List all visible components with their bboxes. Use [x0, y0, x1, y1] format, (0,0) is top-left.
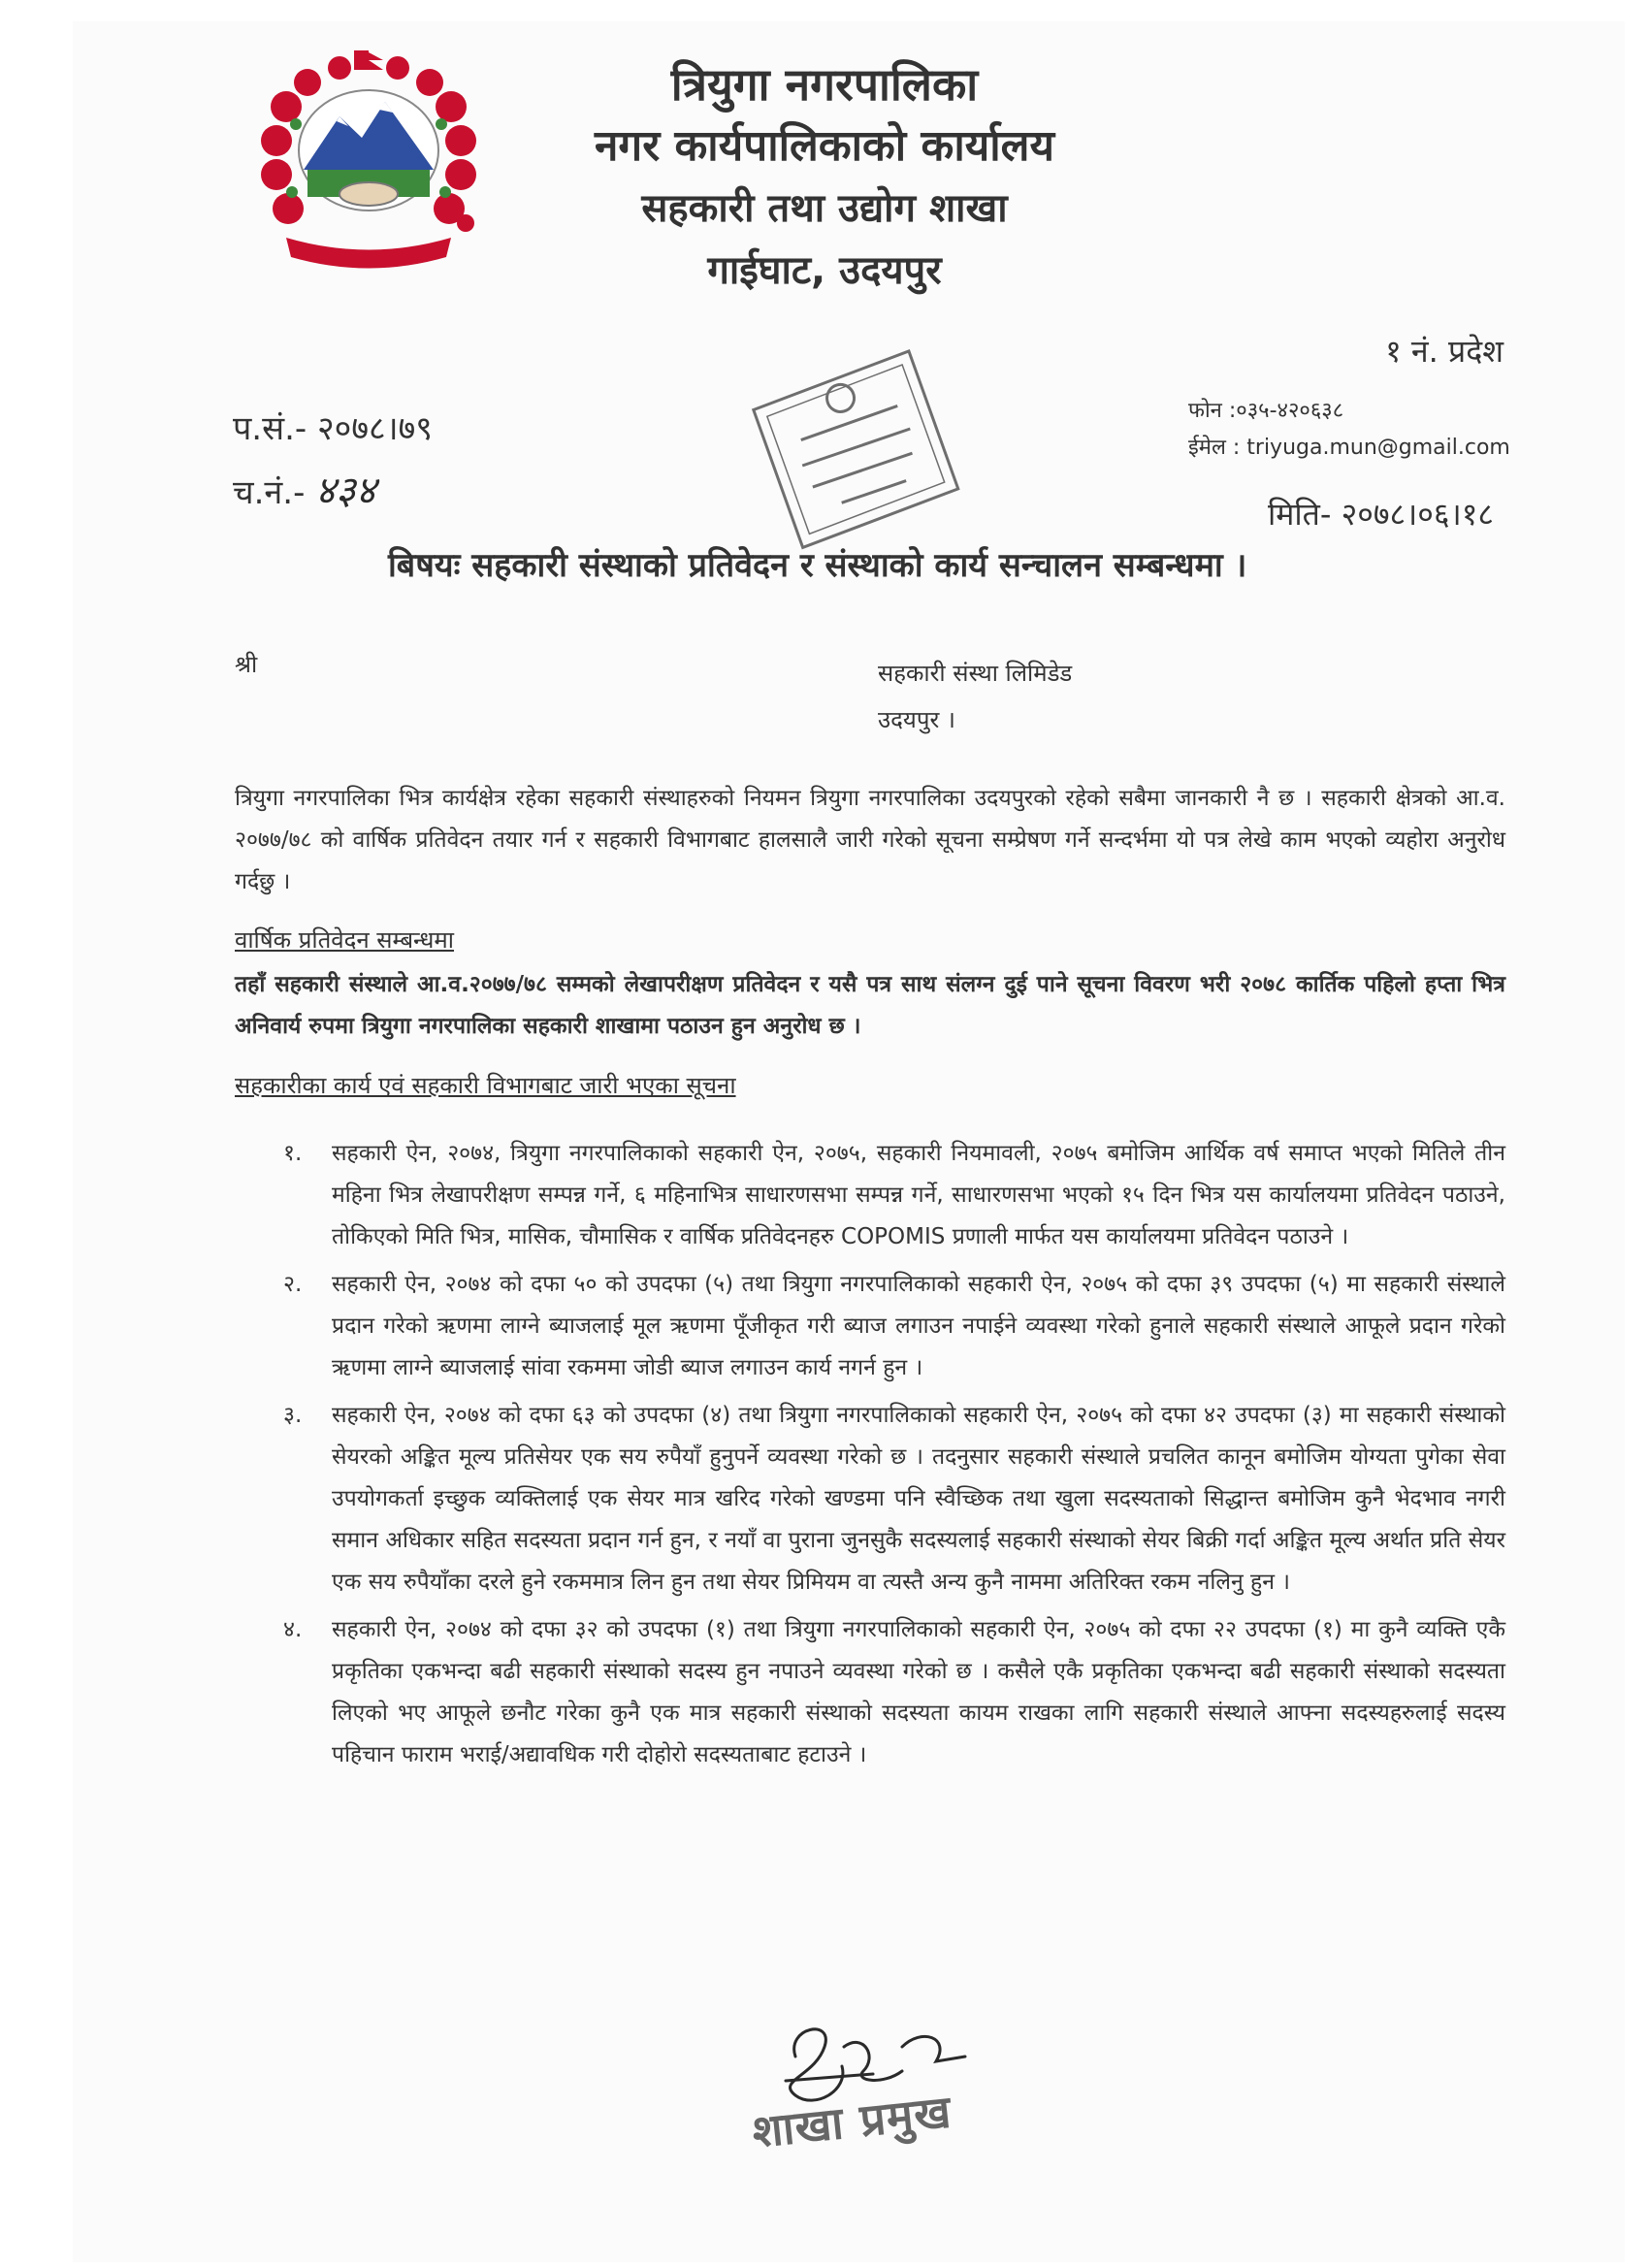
list-item	[235, 1395, 1505, 1604]
dispatch-number-value: ४३४	[315, 469, 376, 513]
signatory-role: शाखा प्रमुख	[749, 2085, 954, 2158]
office-location: गाईघाट, उदयपुर	[707, 248, 942, 293]
nepal-government-emblem-icon	[247, 49, 490, 281]
list-item	[235, 1133, 1505, 1258]
reference-numbers	[233, 398, 433, 524]
letter-subject: बिषयः सहकारी संस्थाको प्रतिवेदन र संस्थाको कार्य सन्चालन सम्बन्धमा ।	[388, 546, 1247, 585]
list-item-text: सहकारी ऐन, २०७४ को दफा ५० को उपदफा (५) तथा त्रियुगा नगरपालिकाको सहकारी ऐन, २०७५ को दफा ३९ उपदफा (५) मा सहकारी संस्थाले प्रदान गरेको ऋणमा लाग्ने ब्याजलाई मूल ऋणमा पूँजीकृत गरी ब्याज लगाउन नपाईने व्यवस्था गरेको हुनाले सहकारी संस्थाले आफूले प्रदान गरेको ऋणमा लाग्ने ब्याजलाई सांवा रकममा जोडी ब्याज लगाउन कार्य नगर्न हुन ।	[332, 1272, 1505, 1380]
notices-heading: सहकारीका कार्य एवं सहकारी विभागबाट जारी भएका सूचना	[235, 1072, 736, 1099]
addressee-honorific: श्री	[235, 651, 258, 678]
list-item	[235, 1609, 1505, 1776]
office-name: नगर कार्यपालिकाको कार्यालय	[595, 121, 1054, 171]
email-address: ईमेल : triyuga.mun@gmail.com	[1188, 436, 1510, 460]
addressee	[878, 650, 1072, 743]
dispatch-number-label: च.नं.-	[233, 473, 316, 512]
list-item-text: सहकारी ऐन, २०७४, त्रियुगा नगरपालिकाको सहकारी ऐन, २०७५, सहकारी नियमावली, २०७५ बमोजिम आर्थिक वर्ष समाप्त भएको मितिले तीन महिना भित्र लेखापरीक्षण सम्पन्न गर्ने, ६ महिनाभित्र साधारणसभा सम्पन्न गर्ने, साधारणसभा भएको १५ दिन भित्र यस कार्यालयमा प्रतिवेदन पठाउने, तोकिएको मिति भित्र, मासिक, चौमासिक र वार्षिक प्रतिवेदनहरु COPOMIS प्रणाली मार्फत यस कार्यालयमा प्रतिवेदन पठाउने ।	[332, 1141, 1505, 1249]
municipality-name: त्रियुगा नगरपालिका	[670, 58, 979, 111]
office-header	[504, 53, 1145, 302]
annual-report-heading: वार्षिक प्रतिवेदन सम्बन्धमा	[235, 926, 455, 954]
letter-date: मिति- २०७८।०६।१८	[1267, 496, 1494, 533]
list-item-number: १.	[283, 1141, 303, 1166]
branch-name: सहकारी तथा उद्योग शाखा	[641, 186, 1008, 231]
contact-info	[1188, 393, 1510, 467]
list-item-number: ४.	[283, 1617, 303, 1642]
dispatch-number	[233, 460, 433, 524]
list-item-number: २.	[283, 1272, 303, 1297]
annual-report-paragraph: तहाँ सहकारी संस्थाले आ.व.२०७७/७८ सम्मको लेखापरीक्षण प्रतिवेदन र यसै पत्र साथ संलग्न दुई पाने सूचना विवरण भरी २०७८ कार्तिक पहिलो हप्ता भित्र अनिवार्य रुपमा त्रियुगा नगरपालिका सहकारी शाखामा पठाउन हुन अनुरोध छ ।	[235, 972, 1505, 1039]
letter-number-label: प.सं.-	[233, 409, 317, 448]
notice-list	[235, 1133, 1505, 1782]
phone-number: फोन :०३५-४२०६३८	[1188, 399, 1344, 423]
letter-number	[233, 398, 433, 460]
list-item	[235, 1264, 1505, 1389]
list-item-text: सहकारी ऐन, २०७४ को दफा ६३ को उपदफा (४) तथा त्रियुगा नगरपालिकाको सहकारी ऐन, २०७५ को दफा ४२ उपदफा (३) मा सहकारी संस्थाको सेयरको अङ्कित मूल्य प्रतिसेयर एक सय रुपैयाँ हुनुपर्ने व्यवस्था गरेको छ । तदनुसार सहकारी संस्थाले प्रचलित कानून बमोजिम योग्यता पुगेका सेवा उपयोगकर्ता इच्छुक व्यक्तिलाई एक सेयर मात्र खरिद गरेको खण्डमा पनि स्वैच्छिक तथा खुला सदस्यताको सिद्धान्त बमोजिम कुनै भेदभाव नगरी समान अधिकार सहित सदस्यता प्रदान गर्न हुन, र नयाँ वा पुराना जुनसुकै सदस्यलाई सहकारी संस्थाको सेयर बिक्री गर्दा अङ्कित मूल्य अर्थात प्रति सेयर एक सय रुपैयाँका दरले हुने रकममात्र लिन हुन तथा सेयर प्रिमियम वा त्यस्तै अन्य कुनै नाममा अतिरिक्त रकम नलिनु हुन ।	[332, 1403, 1505, 1595]
letter-number-value: २०७८।७९	[317, 409, 433, 448]
list-item-text: सहकारी ऐन, २०७४ को दफा ३२ को उपदफा (१) तथा त्रियुगा नगरपालिकाको सहकारी ऐन, २०७५ को दफा २२ उपदफा (१) मा कुनै व्यक्ति एकै प्रकृतिका एकभन्दा बढी सहकारी संस्थाको सदस्य हुन नपाउने व्यवस्था गरेको छ । कसैले एकै प्रकृतिका एकभन्दा बढी सहकारी संस्थाको सदस्यता लिएको भए आफूले छनौट गरेका कुनै एक मात्र सहकारी संस्थाको सदस्यता कायम राखका लागि सहकारी संस्थाले आफ्ना सदस्यहरुलाई सदस्य पहिचान फाराम भराई/अद्यावधिक गरी दोहोरो सदस्यताबाट हटाउने ।	[332, 1617, 1505, 1767]
province: १ नं. प्रदेश	[1385, 333, 1504, 370]
addressee-location: उदयपुर ।	[878, 706, 955, 733]
office-stamp-icon	[737, 349, 960, 553]
addressee-organization: सहकारी संस्था लिमिडेड	[878, 660, 1073, 687]
intro-paragraph: त्रियुगा नगरपालिका भित्र कार्यक्षेत्र रहेका सहकारी संस्थाहरुको नियमन त्रियुगा नगरपालिका उदयपुरको रहेको सबैमा जानकारी नै छ । सहकारी क्षेत्रको आ.व. २०७७/७८ को वार्षिक प्रतिवेदन तयार गर्न र सहकारी विभागबाट हालसालै जारी गरेको सूचना सम्प्रेषण गर्ने सन्दर्भमा यो पत्र लेखे काम भएको व्यहोरा अनुरोध गर्दछु ।	[235, 786, 1505, 894]
list-item-number: ३.	[283, 1403, 303, 1428]
